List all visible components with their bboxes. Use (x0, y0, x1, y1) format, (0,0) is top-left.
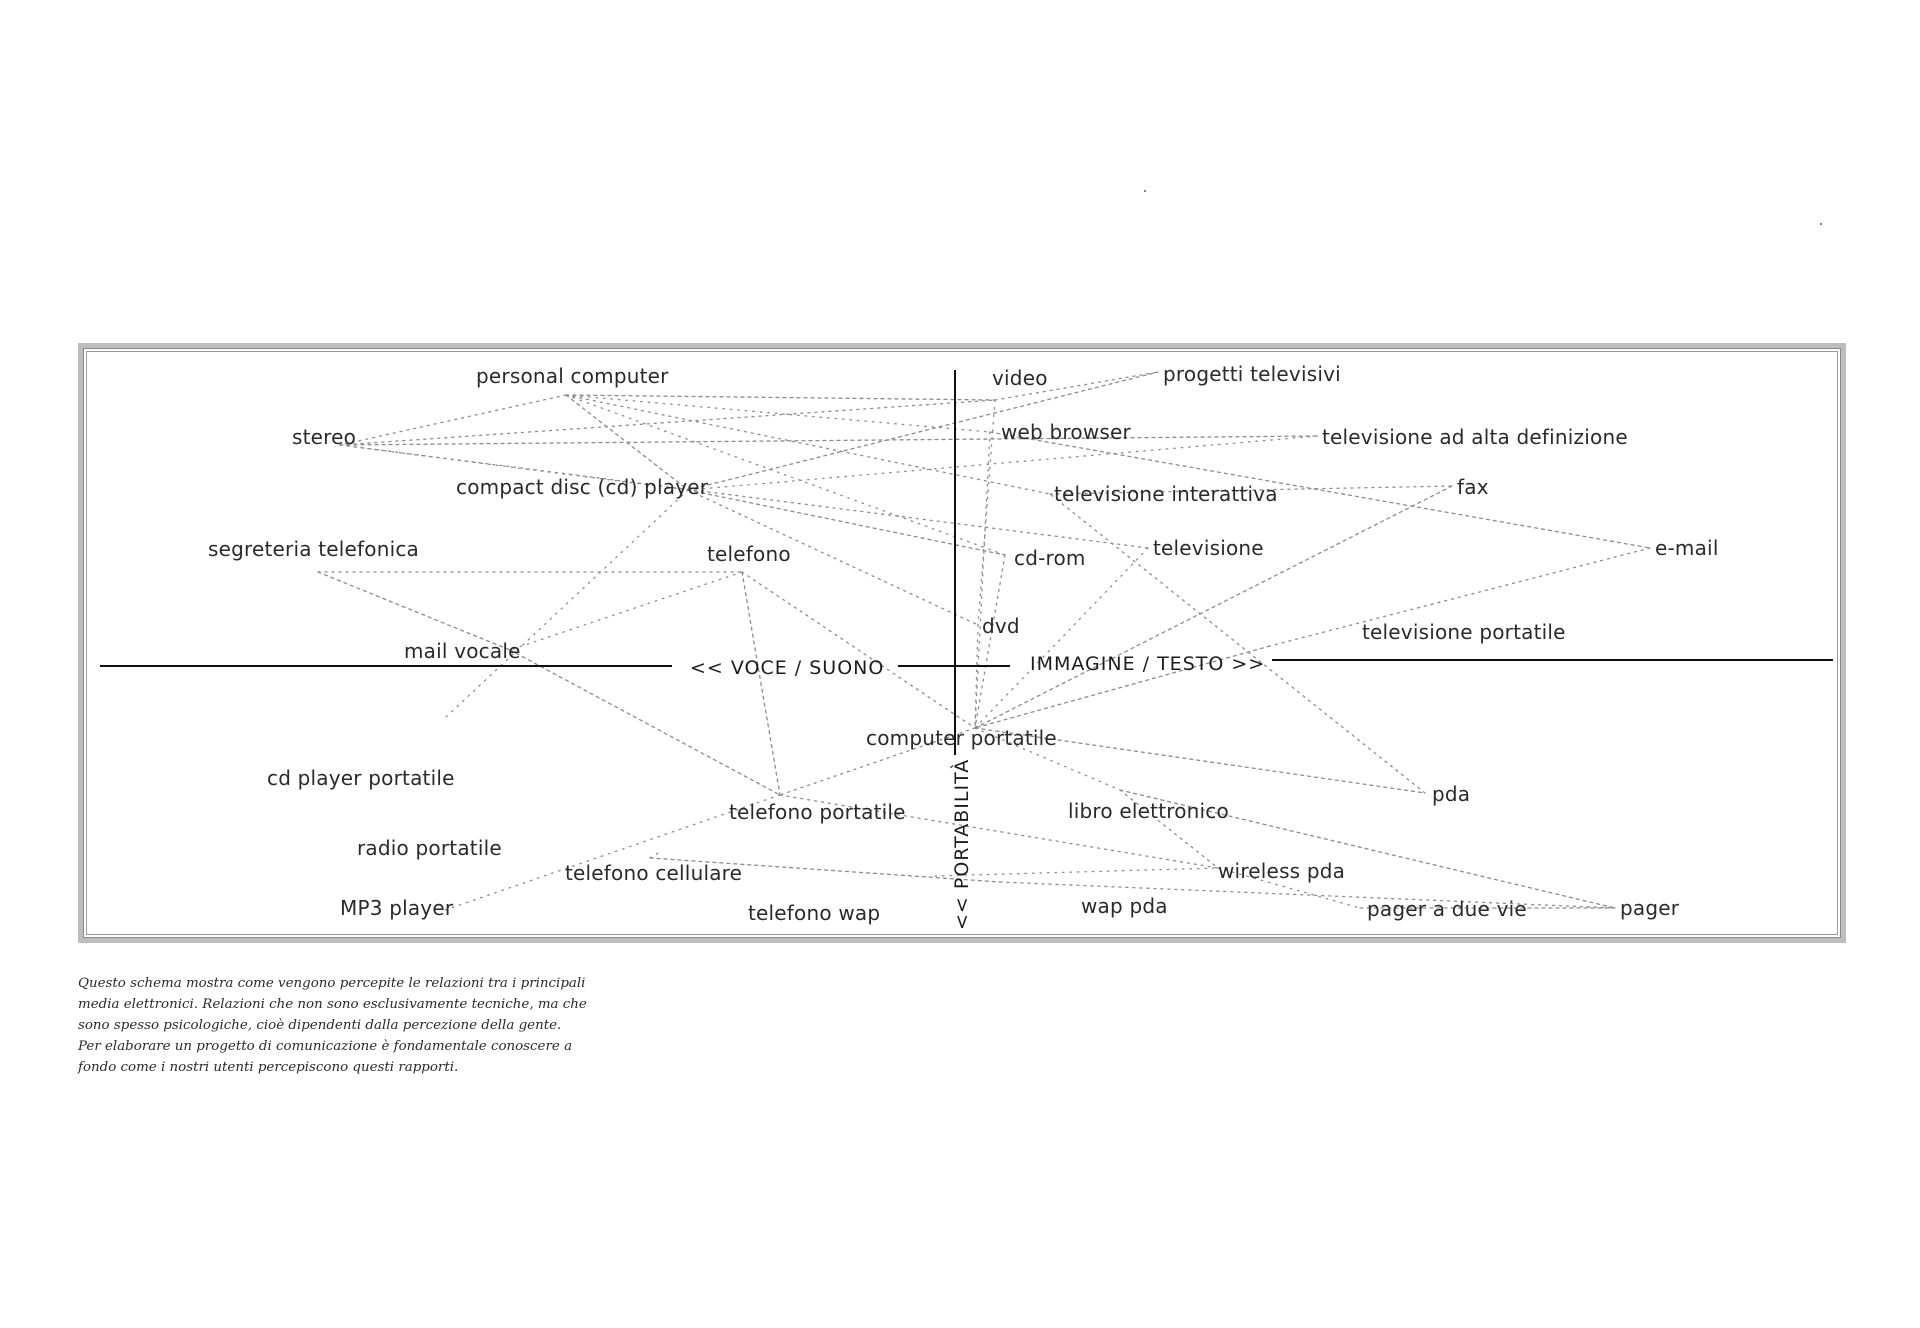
node-televisione-interattiva: televisione interattiva (1054, 482, 1278, 506)
node-stereo: stereo (292, 425, 357, 449)
edge-dvd-to-computer-portatile (975, 625, 978, 728)
edge-video-to-dvd (978, 400, 995, 625)
edge-telefono-to-telefono-portatile (742, 572, 780, 795)
node-segreteria-telefonica: segreteria telefonica (208, 537, 420, 561)
edge-televisione-to-computer-portatile (975, 548, 1148, 728)
node-pager-a-due-vie: pager a due vie (1367, 897, 1527, 921)
node-televisione: televisione (1153, 536, 1264, 560)
edge-telefono-to-computer-portatile (742, 572, 975, 728)
edge-stereo-to-video (340, 400, 995, 445)
axis-label-voce-suono: << VOCE / SUONO (690, 657, 885, 679)
node-wap-pda: wap pda (1081, 894, 1168, 918)
edge-compact-disc-player-to-cd-player-portatile (445, 490, 688, 718)
node-pda: pda (1432, 782, 1471, 806)
node-e-mail: e-mail (1655, 536, 1719, 560)
figure-caption (78, 973, 638, 1078)
node-cd-rom: cd-rom (1014, 546, 1086, 570)
node-web-browser: web browser (1001, 420, 1131, 444)
edge-telefono-wap-to-wireless-pda (935, 868, 1218, 876)
node-fax: fax (1457, 475, 1489, 499)
edge-fax-to-computer-portatile (975, 486, 1452, 728)
axis-label-portabilita: << PORTABILITÀ (951, 758, 973, 930)
edge-telefono-cellulare-to-radio-portatile (650, 852, 660, 858)
edge-stereo-to-televisione-alta-definizione (340, 436, 1318, 445)
node-video: video (992, 366, 1048, 390)
node-mp3-player: MP3 player (340, 896, 454, 920)
node-libro-elettronico: libro elettronico (1068, 799, 1229, 823)
node-mail-vocale: mail vocale (404, 639, 521, 663)
caption-line: fondo come i nostri utenti percepiscono questi rapporti. (78, 1060, 459, 1075)
node-cd-player-portatile: cd player portatile (267, 766, 455, 790)
edge-personal-computer-to-video (566, 395, 995, 400)
node-telefono: telefono (707, 542, 791, 566)
node-compact-disc-player: compact disc (cd) player (456, 475, 709, 499)
node-computer-portatile: computer portatile (866, 726, 1057, 750)
node-pager: pager (1620, 896, 1680, 920)
node-telefono-cellulare: telefono cellulare (565, 861, 743, 885)
node-telefono-wap: telefono wap (748, 901, 881, 925)
caption-line: sono spesso psicologiche, cioè dipendenti dalla percezione della gente. (78, 1018, 562, 1033)
edge-personal-computer-to-web-browser (566, 395, 990, 432)
node-dvd: dvd (982, 614, 1020, 638)
edge-telefono-to-mail-vocale (510, 572, 742, 650)
node-telefono-portatile: telefono portatile (729, 800, 906, 824)
node-televisione-alta-definizione: televisione ad alta definizione (1322, 425, 1628, 449)
edge-web-browser-to-computer-portatile (975, 432, 990, 728)
node-wireless-pda: wireless pda (1218, 859, 1346, 883)
node-televisione-portatile: televisione portatile (1362, 620, 1566, 644)
node-personal-computer: personal computer (476, 364, 669, 388)
node-radio-portatile: radio portatile (357, 836, 502, 860)
axis-label-immagine-testo: IMMAGINE / TESTO >> (1030, 653, 1266, 675)
node-progetti-televisivi: progetti televisivi (1163, 362, 1341, 386)
caption-line: media elettronici. Relazioni che non sono esclusivamente tecniche, ma che (78, 997, 587, 1012)
caption-line: Questo schema mostra come vengono percepite le relazioni tra i principali (78, 976, 586, 991)
caption-line: Per elaborare un progetto di comunicazione è fondamentale conoscere a (78, 1039, 573, 1054)
